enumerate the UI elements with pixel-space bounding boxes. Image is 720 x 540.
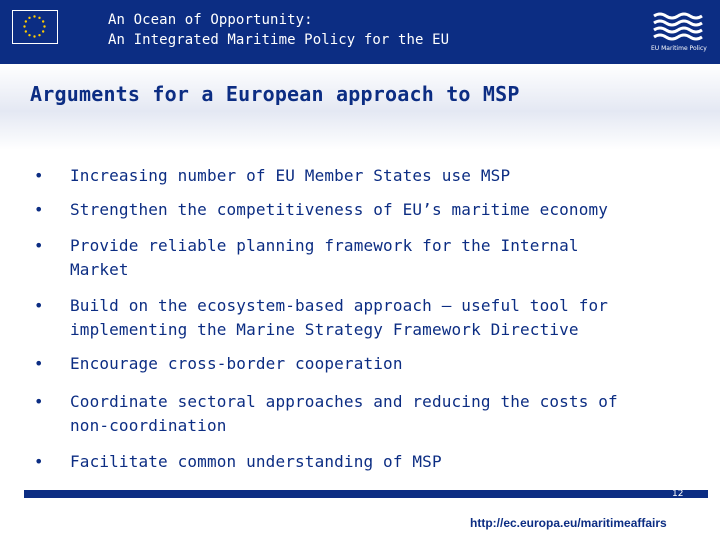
bullet-point-icon: • — [34, 200, 44, 219]
bullet-text-line: Facilitate common understanding of MSP — [70, 452, 442, 471]
footer-url-link[interactable]: http://ec.europa.eu/maritimeaffairs — [470, 516, 667, 530]
bullet-text-line: implementing the Marine Strategy Framework Directive — [70, 320, 579, 339]
bullet-text — [70, 164, 670, 188]
bullet-point-icon: • — [34, 392, 44, 411]
bullet-text — [70, 450, 670, 474]
header-line-1: An Ocean of Opportunity: — [108, 12, 313, 28]
bullet-text-line: Coordinate sectoral approaches and reducing the costs of — [70, 392, 618, 411]
bullet-text-line: Market — [70, 260, 129, 279]
bullet-text — [70, 234, 670, 282]
bullet-text-line: Provide reliable planning framework for the Internal — [70, 236, 579, 255]
logo-caption: EU Maritime Policy — [651, 45, 707, 52]
slide-header — [0, 0, 720, 64]
page-number: 12 — [672, 489, 684, 499]
header-title — [108, 10, 449, 50]
bullet-point-icon: • — [34, 296, 44, 315]
bullet-text — [70, 198, 670, 222]
bullet-point-icon: • — [34, 354, 44, 373]
bullet-point-icon: • — [34, 236, 44, 255]
slide-title: Arguments for a European approach to MSP — [30, 82, 520, 106]
bullet-text — [70, 352, 670, 376]
bullet-text-line: Increasing number of EU Member States use MSP — [70, 166, 511, 185]
title-band — [0, 64, 720, 150]
bullet-point-icon: • — [34, 452, 44, 471]
bullet-text-line: Encourage cross-border cooperation — [70, 354, 403, 373]
bullet-text-line: Build on the ecosystem-based approach – useful tool for — [70, 296, 609, 315]
bullet-text — [70, 294, 670, 342]
bullet-text-line: non-coordination — [70, 416, 227, 435]
bullet-point-icon: • — [34, 166, 44, 185]
bullet-text — [70, 390, 670, 438]
header-line-2: An Integrated Maritime Policy for the EU — [108, 32, 450, 48]
eu-flag-icon — [12, 10, 58, 44]
footer-bar — [24, 490, 708, 498]
bullet-text-line: Strengthen the competitiveness of EU’s maritime economy — [70, 200, 609, 219]
